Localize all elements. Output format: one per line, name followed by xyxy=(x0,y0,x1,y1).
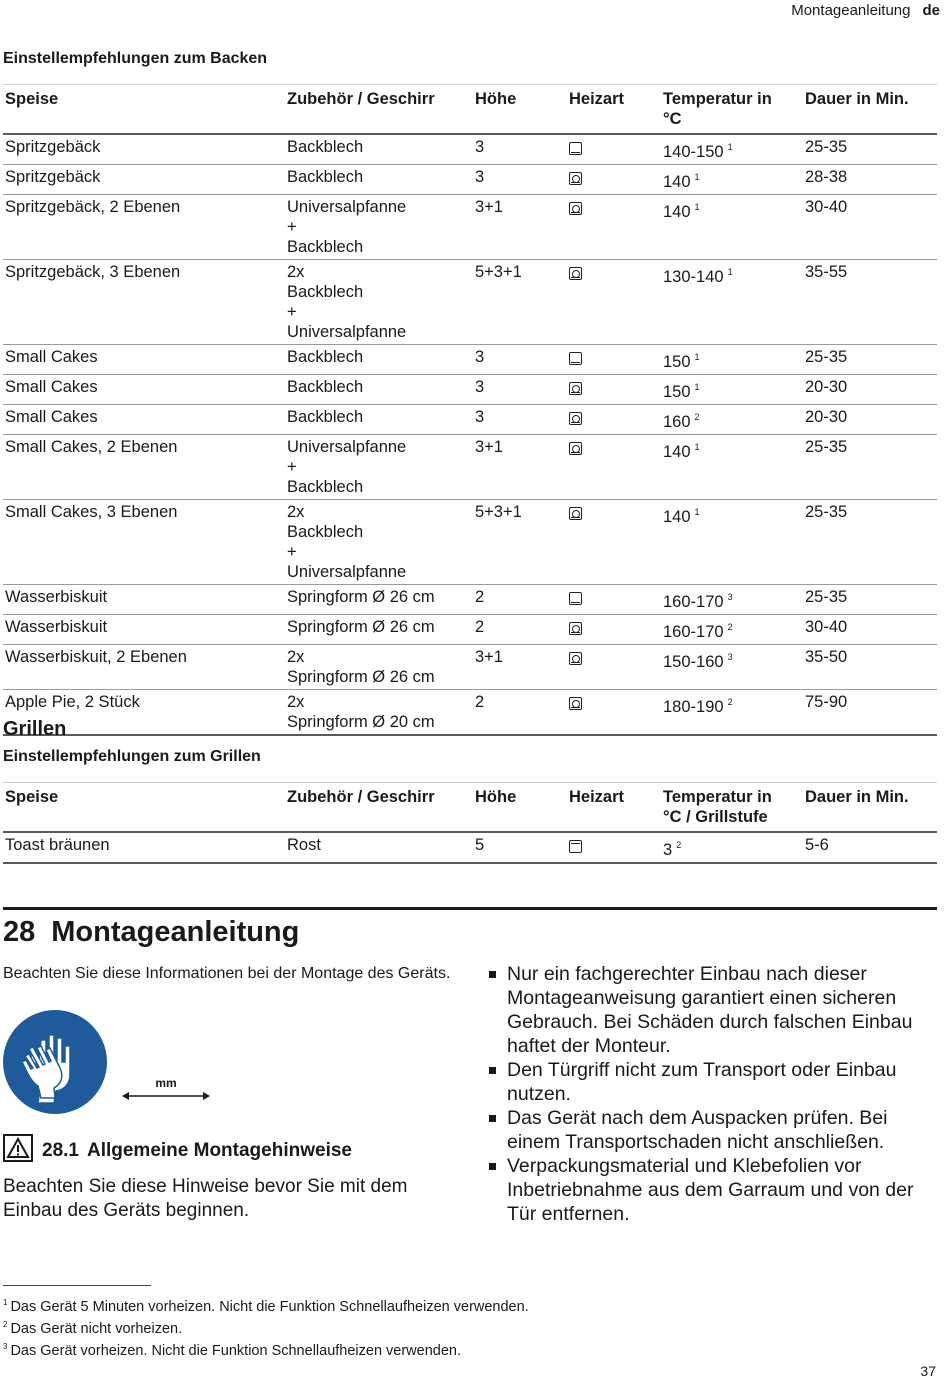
level-cell: 3 xyxy=(473,405,567,435)
footnote-ref: 3 xyxy=(727,652,733,662)
level-cell: 2 xyxy=(473,690,567,736)
footnote-ref: 1 xyxy=(694,202,700,212)
column-header: Temperatur in °C xyxy=(661,85,803,135)
header-section: Montageanleitung xyxy=(791,2,911,19)
accessory-cell: Universalpfanne + Backblech xyxy=(285,435,473,500)
heating-mode-cell xyxy=(567,645,661,690)
level-cell: 5+3+1 xyxy=(473,500,567,585)
dish-cell: Toast bräunen xyxy=(3,832,285,863)
level-cell: 3 xyxy=(473,165,567,195)
hot-air-icon xyxy=(569,442,582,455)
level-cell: 3 xyxy=(473,375,567,405)
temperature-cell: 3 $^2$ xyxy=(661,832,803,863)
table-row xyxy=(3,832,937,863)
duration-cell: 35-55 xyxy=(803,260,937,345)
heating-mode-cell xyxy=(567,435,661,500)
bullet-item: Das Gerät nach dem Auspacken prüfen. Bei einem Transportschaden nicht anschließen. xyxy=(487,1106,937,1154)
accessory-cell: Backblech xyxy=(285,375,473,405)
dish-cell: Spritzgebäck, 2 Ebenen xyxy=(3,195,285,260)
table-row xyxy=(3,435,937,500)
table-row xyxy=(3,260,937,345)
footnote-ref: 1 xyxy=(694,382,700,392)
chapter-title xyxy=(3,916,299,949)
dish-cell: Wasserbiskuit xyxy=(3,615,285,645)
subsection-title: Allgemeine Montagehinweise xyxy=(86,1140,352,1161)
heating-mode-cell xyxy=(567,615,661,645)
column-header: Höhe xyxy=(473,85,567,135)
heating-mode-cell xyxy=(567,690,661,736)
duration-cell: 35-50 xyxy=(803,645,937,690)
column-header: Dauer in Min. xyxy=(803,783,937,833)
footnote-ref: 1 xyxy=(694,172,700,182)
hot-air-icon xyxy=(569,202,582,215)
footnotes xyxy=(3,1294,529,1360)
accessory-cell: Springform Ø 26 cm xyxy=(285,615,473,645)
warning-icon xyxy=(3,1134,33,1162)
temperature-cell: 160-170 $^2$ xyxy=(661,615,803,645)
duration-cell: 30-40 xyxy=(803,195,937,260)
level-cell: 3 xyxy=(473,345,567,375)
header-lang: de xyxy=(922,2,940,19)
hot-air-icon xyxy=(569,622,582,635)
accessory-cell: Springform Ø 26 cm xyxy=(285,585,473,615)
duration-cell: 20-30 xyxy=(803,375,937,405)
chapter-number: 28 xyxy=(3,916,36,948)
duration-cell: 25-35 xyxy=(803,134,937,165)
top-bottom-heat-icon xyxy=(569,142,582,155)
column-header: Heizart xyxy=(567,85,661,135)
grilling-table xyxy=(3,782,937,864)
running-header xyxy=(791,2,940,19)
temperature-cell: 140 $^1$ xyxy=(661,435,803,500)
footnote-rule xyxy=(3,1285,151,1286)
installation-bullets xyxy=(487,962,937,1226)
temperature-cell: 140-150 $^1$ xyxy=(661,134,803,165)
level-cell: 3 xyxy=(473,134,567,165)
footnote-ref: 2 xyxy=(727,697,733,707)
duration-cell: 28-38 xyxy=(803,165,937,195)
column-header: Speise xyxy=(3,783,285,833)
dish-cell: Spritzgebäck, 3 Ebenen xyxy=(3,260,285,345)
footnote-ref: 2 xyxy=(676,840,682,850)
accessory-cell: Backblech xyxy=(285,165,473,195)
subsection-heading xyxy=(42,1140,352,1162)
bullet-item: Verpackungsmaterial und Klebefolien vor Inbetriebnahme aus dem Garraum und von der Tür entfernen. xyxy=(487,1154,937,1226)
hot-air-icon xyxy=(569,267,582,280)
temperature-cell: 150 $^1$ xyxy=(661,375,803,405)
baking-table xyxy=(3,84,937,736)
table-row xyxy=(3,615,937,645)
temperature-cell: 150 $^1$ xyxy=(661,345,803,375)
hot-air-icon xyxy=(569,172,582,185)
temperature-cell: 130-140 $^1$ xyxy=(661,260,803,345)
footnote-ref: 2 xyxy=(727,622,733,632)
baking-title: Einstellempfehlungen zum Backen xyxy=(3,50,268,67)
level-cell: 3+1 xyxy=(473,195,567,260)
grilling-title: Einstellempfehlungen zum Grillen xyxy=(3,748,261,765)
level-cell: 5+3+1 xyxy=(473,260,567,345)
accessory-cell: 2x Backblech + Universalpfanne xyxy=(285,260,473,345)
accessory-cell: 2x Springform Ø 20 cm xyxy=(285,690,473,736)
hot-air-icon xyxy=(569,507,582,520)
page-number: 37 xyxy=(920,1363,936,1379)
column-header: Zubehör / Geschirr xyxy=(285,783,473,833)
dish-cell: Wasserbiskuit xyxy=(3,585,285,615)
mm-label: mm xyxy=(155,1076,177,1090)
duration-cell: 30-40 xyxy=(803,615,937,645)
top-bottom-heat-icon xyxy=(569,592,582,605)
heating-mode-cell xyxy=(567,195,661,260)
heating-mode-cell xyxy=(567,260,661,345)
duration-cell: 20-30 xyxy=(803,405,937,435)
table-row xyxy=(3,405,937,435)
table-row xyxy=(3,690,937,736)
subsection-body: Beachten Sie diese Hinweise bevor Sie mit dem Einbau des Geräts beginnen. xyxy=(3,1176,408,1221)
hot-air-icon xyxy=(569,697,582,710)
protective-gloves-icon xyxy=(3,1010,107,1114)
table-row xyxy=(3,165,937,195)
column-header: Heizart xyxy=(567,783,661,833)
dish-cell: Small Cakes xyxy=(3,345,285,375)
dish-cell: Small Cakes, 3 Ebenen xyxy=(3,500,285,585)
chapter-name: Montageanleitung xyxy=(51,916,300,948)
table-row xyxy=(3,585,937,615)
heating-mode-cell xyxy=(567,345,661,375)
heating-mode-cell xyxy=(567,585,661,615)
duration-cell: 25-35 xyxy=(803,345,937,375)
heating-mode-cell xyxy=(567,500,661,585)
footnote-ref: 1 xyxy=(694,442,700,452)
footnote-ref: 3 xyxy=(727,592,733,602)
heating-mode-cell xyxy=(567,165,661,195)
temperature-cell: 140 $^1$ xyxy=(661,195,803,260)
level-cell: 2 xyxy=(473,585,567,615)
column-header: Dauer in Min. xyxy=(803,85,937,135)
grill-icon xyxy=(569,840,582,853)
accessory-cell: Backblech xyxy=(285,345,473,375)
top-bottom-heat-icon xyxy=(569,352,582,365)
column-header: Zubehör / Geschirr xyxy=(285,85,473,135)
hot-air-icon xyxy=(569,412,582,425)
dish-cell: Small Cakes xyxy=(3,405,285,435)
dish-cell: Small Cakes xyxy=(3,375,285,405)
accessory-cell: Backblech xyxy=(285,134,473,165)
subsection-number: 28.1 xyxy=(42,1140,79,1161)
table-row xyxy=(3,134,937,165)
grilling-heading: Grillen xyxy=(3,718,67,740)
column-header: Höhe xyxy=(473,783,567,833)
bullet-item: Nur ein fachgerechter Einbau nach dieser Montageanweisung garantiert einen sicheren Gebrauch. Bei Schäden durch falschen Einbau haftet der Monteur. xyxy=(487,962,937,1058)
dish-cell: Apple Pie, 2 Stück xyxy=(3,690,285,736)
temperature-cell: 180-190 $^2$ xyxy=(661,690,803,736)
column-header: Temperatur in °C / Grillstufe xyxy=(661,783,803,833)
heating-mode-cell xyxy=(567,134,661,165)
footnote: $^1$ Das Gerät 5 Minuten vorheizen. Nicht die Funktion Schnellaufheizen verwenden. xyxy=(3,1298,529,1315)
footnote-ref: 1 xyxy=(694,352,700,362)
temperature-cell: 140 $^1$ xyxy=(661,500,803,585)
accessory-cell: Backblech xyxy=(285,405,473,435)
table-row xyxy=(3,500,937,585)
accessory-cell: Universalpfanne + Backblech xyxy=(285,195,473,260)
millimeter-dimension-icon xyxy=(120,1076,212,1104)
hot-air-icon xyxy=(569,652,582,665)
duration-cell: 25-35 xyxy=(803,435,937,500)
dish-cell: Spritzgebäck xyxy=(3,165,285,195)
level-cell: 5 xyxy=(473,832,567,863)
table-row xyxy=(3,345,937,375)
heating-mode-cell xyxy=(567,832,661,863)
duration-cell: 25-35 xyxy=(803,500,937,585)
duration-cell: 25-35 xyxy=(803,585,937,615)
table-row xyxy=(3,195,937,260)
dish-cell: Small Cakes, 2 Ebenen xyxy=(3,435,285,500)
chapter-intro: Beachten Sie diese Informationen bei der Montage des Geräts. xyxy=(3,965,451,982)
accessory-cell: 2x Springform Ø 26 cm xyxy=(285,645,473,690)
duration-cell: 5-6 xyxy=(803,832,937,863)
temperature-cell: 160-170 $^3$ xyxy=(661,585,803,615)
footnote-ref: 2 xyxy=(694,412,700,422)
bullet-item: Den Türgriff nicht zum Transport oder Einbau nutzen. xyxy=(487,1058,937,1106)
temperature-cell: 150-160 $^3$ xyxy=(661,645,803,690)
table-row xyxy=(3,375,937,405)
footnote-ref: 1 xyxy=(727,267,733,277)
temperature-cell: 140 $^1$ xyxy=(661,165,803,195)
duration-cell: 75-90 xyxy=(803,690,937,736)
accessory-cell: Rost xyxy=(285,832,473,863)
footnote: $^3$ Das Gerät vorheizen. Nicht die Funktion Schnellaufheizen verwenden. xyxy=(3,1342,462,1359)
level-cell: 2 xyxy=(473,615,567,645)
heating-mode-cell xyxy=(567,375,661,405)
chapter-rule xyxy=(3,907,937,910)
table-row xyxy=(3,645,937,690)
level-cell: 3+1 xyxy=(473,645,567,690)
dish-cell: Wasserbiskuit, 2 Ebenen xyxy=(3,645,285,690)
dish-cell: Spritzgebäck xyxy=(3,134,285,165)
heating-mode-cell xyxy=(567,405,661,435)
footnote: $^2$ Das Gerät nicht vorheizen. xyxy=(3,1320,183,1337)
temperature-cell: 160 $^2$ xyxy=(661,405,803,435)
hot-air-icon xyxy=(569,382,582,395)
footnote-ref: 1 xyxy=(694,507,700,517)
level-cell: 3+1 xyxy=(473,435,567,500)
accessory-cell: 2x Backblech + Universalpfanne xyxy=(285,500,473,585)
footnote-ref: 1 xyxy=(727,142,733,152)
column-header: Speise xyxy=(3,85,285,135)
